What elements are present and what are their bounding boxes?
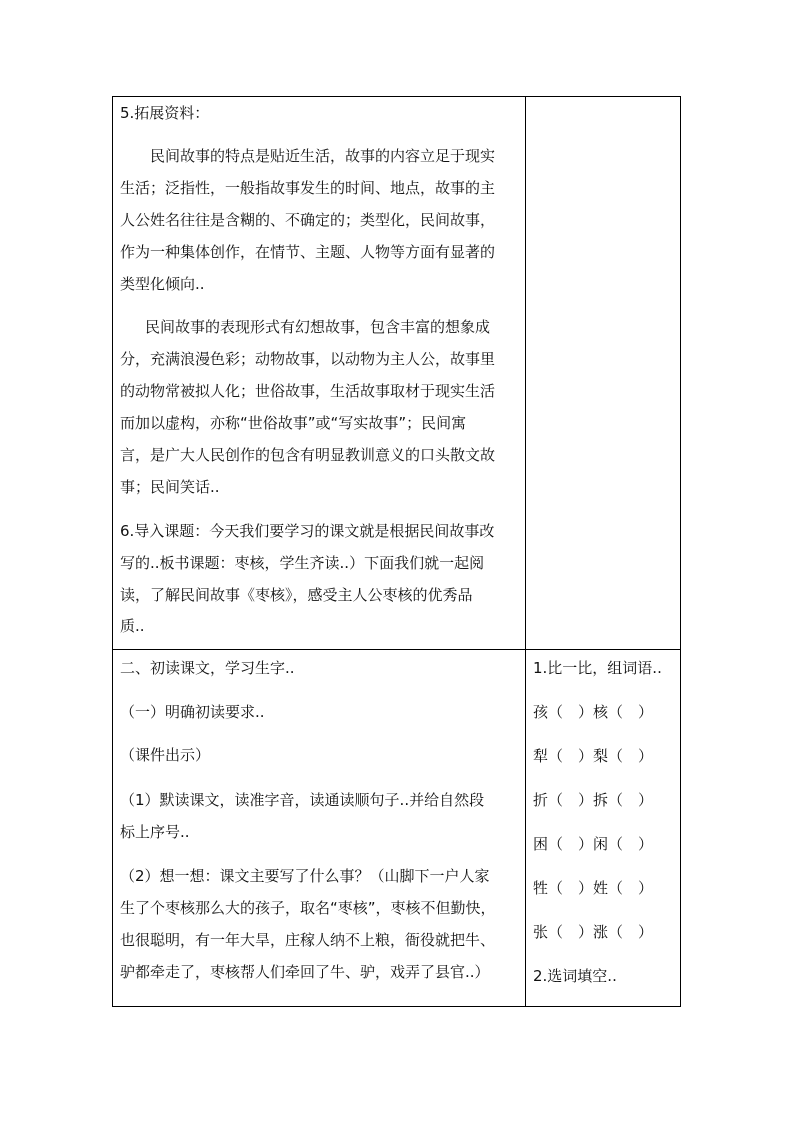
section5-para2-line1: 民间故事的表现形式有幻想故事，包含丰富的想象成 xyxy=(145,318,491,336)
section6-line2: 写的..板书课题：枣核，学生齐读..）下面我们就一起阅 xyxy=(120,554,485,572)
part2-item1-line1: （1）默读课文，读准字音，读通读顺句子..并给自然段 xyxy=(120,791,485,809)
section5-para1-line3: 人公姓名往往是含糊的、不确定的；类型化，民间故事， xyxy=(120,211,496,229)
exercise-next: 2.选词填空.. xyxy=(533,967,617,985)
section5-para2-line2: 分，充满浪漫色彩；动物故事，以动物为主人公，故事里 xyxy=(120,350,496,368)
section5-para1-line2: 生活；泛指性，一般指故事发生的时间、地点，故事的主 xyxy=(120,179,496,197)
exercise-row: 折（ ）拆（ ） xyxy=(533,791,654,809)
exercise-row: 张（ ）涨（ ） xyxy=(533,923,654,941)
section5-para2-line5: 言，是广大人民创作的包含有明显教训意义的口头散文故 xyxy=(120,446,496,464)
exercise-title: 1.比一比，组词语.. xyxy=(533,659,662,677)
part2-heading: 二、初读课文，学习生字.. xyxy=(120,659,295,677)
section5-heading: 5.拓展资料： xyxy=(120,104,210,122)
exercise-row: 犁（ ）梨（ ） xyxy=(533,747,654,765)
section6-line3: 读，了解民间故事《枣核》，感受主人公枣核的优秀品 xyxy=(120,586,473,604)
part2-item2-line1: （2）想一想：课文主要写了什么事？（山脚下一户人家 xyxy=(120,867,490,885)
exercise-row: 困（ ）闲（ ） xyxy=(533,835,654,853)
section5-para1-line4: 作为一种集体创作，在情节、主题、人物等方面有显著的 xyxy=(120,243,496,261)
part2-item1-line2: 标上序号.. xyxy=(120,823,190,841)
row-divider xyxy=(112,649,681,650)
section6-line4: 质.. xyxy=(120,617,145,635)
section5-para2-line3: 的动物常被拟人化；世俗故事，生活故事取材于现实生活 xyxy=(120,382,496,400)
part2-sub2: （课件出示） xyxy=(120,746,211,764)
part2-item2-line4: 驴都牵走了，枣核帮人们牵回了牛、驴，戏弄了县官..） xyxy=(120,963,490,981)
exercise-row: 牲（ ）姓（ ） xyxy=(533,879,654,897)
part2-item2-line3: 也很聪明，有一年大旱，庄稼人纳不上粮，衙役就把牛、 xyxy=(120,931,496,949)
section5-para1-line5: 类型化倾向.. xyxy=(120,275,205,293)
exercise-row: 孩（ ）核（ ） xyxy=(533,703,654,721)
part2-sub1: （一）明确初读要求.. xyxy=(120,703,265,721)
section5-para1-line1: 民间故事的特点是贴近生活，故事的内容立足于现实 xyxy=(150,147,496,165)
column-divider xyxy=(525,96,526,1007)
part2-item2-line2: 生了个枣核那么大的孩子，取名“枣核”，枣核不但勤快， xyxy=(120,899,496,917)
section5-para2-line6: 事；民间笑话.. xyxy=(120,478,220,496)
section5-para2-line4: 而加以虚构，亦称“世俗故事”或“写实故事”；民间寓 xyxy=(120,414,467,432)
section6-line1: 6.导入课题：今天我们要学习的课文就是根据民间故事改 xyxy=(120,522,495,540)
